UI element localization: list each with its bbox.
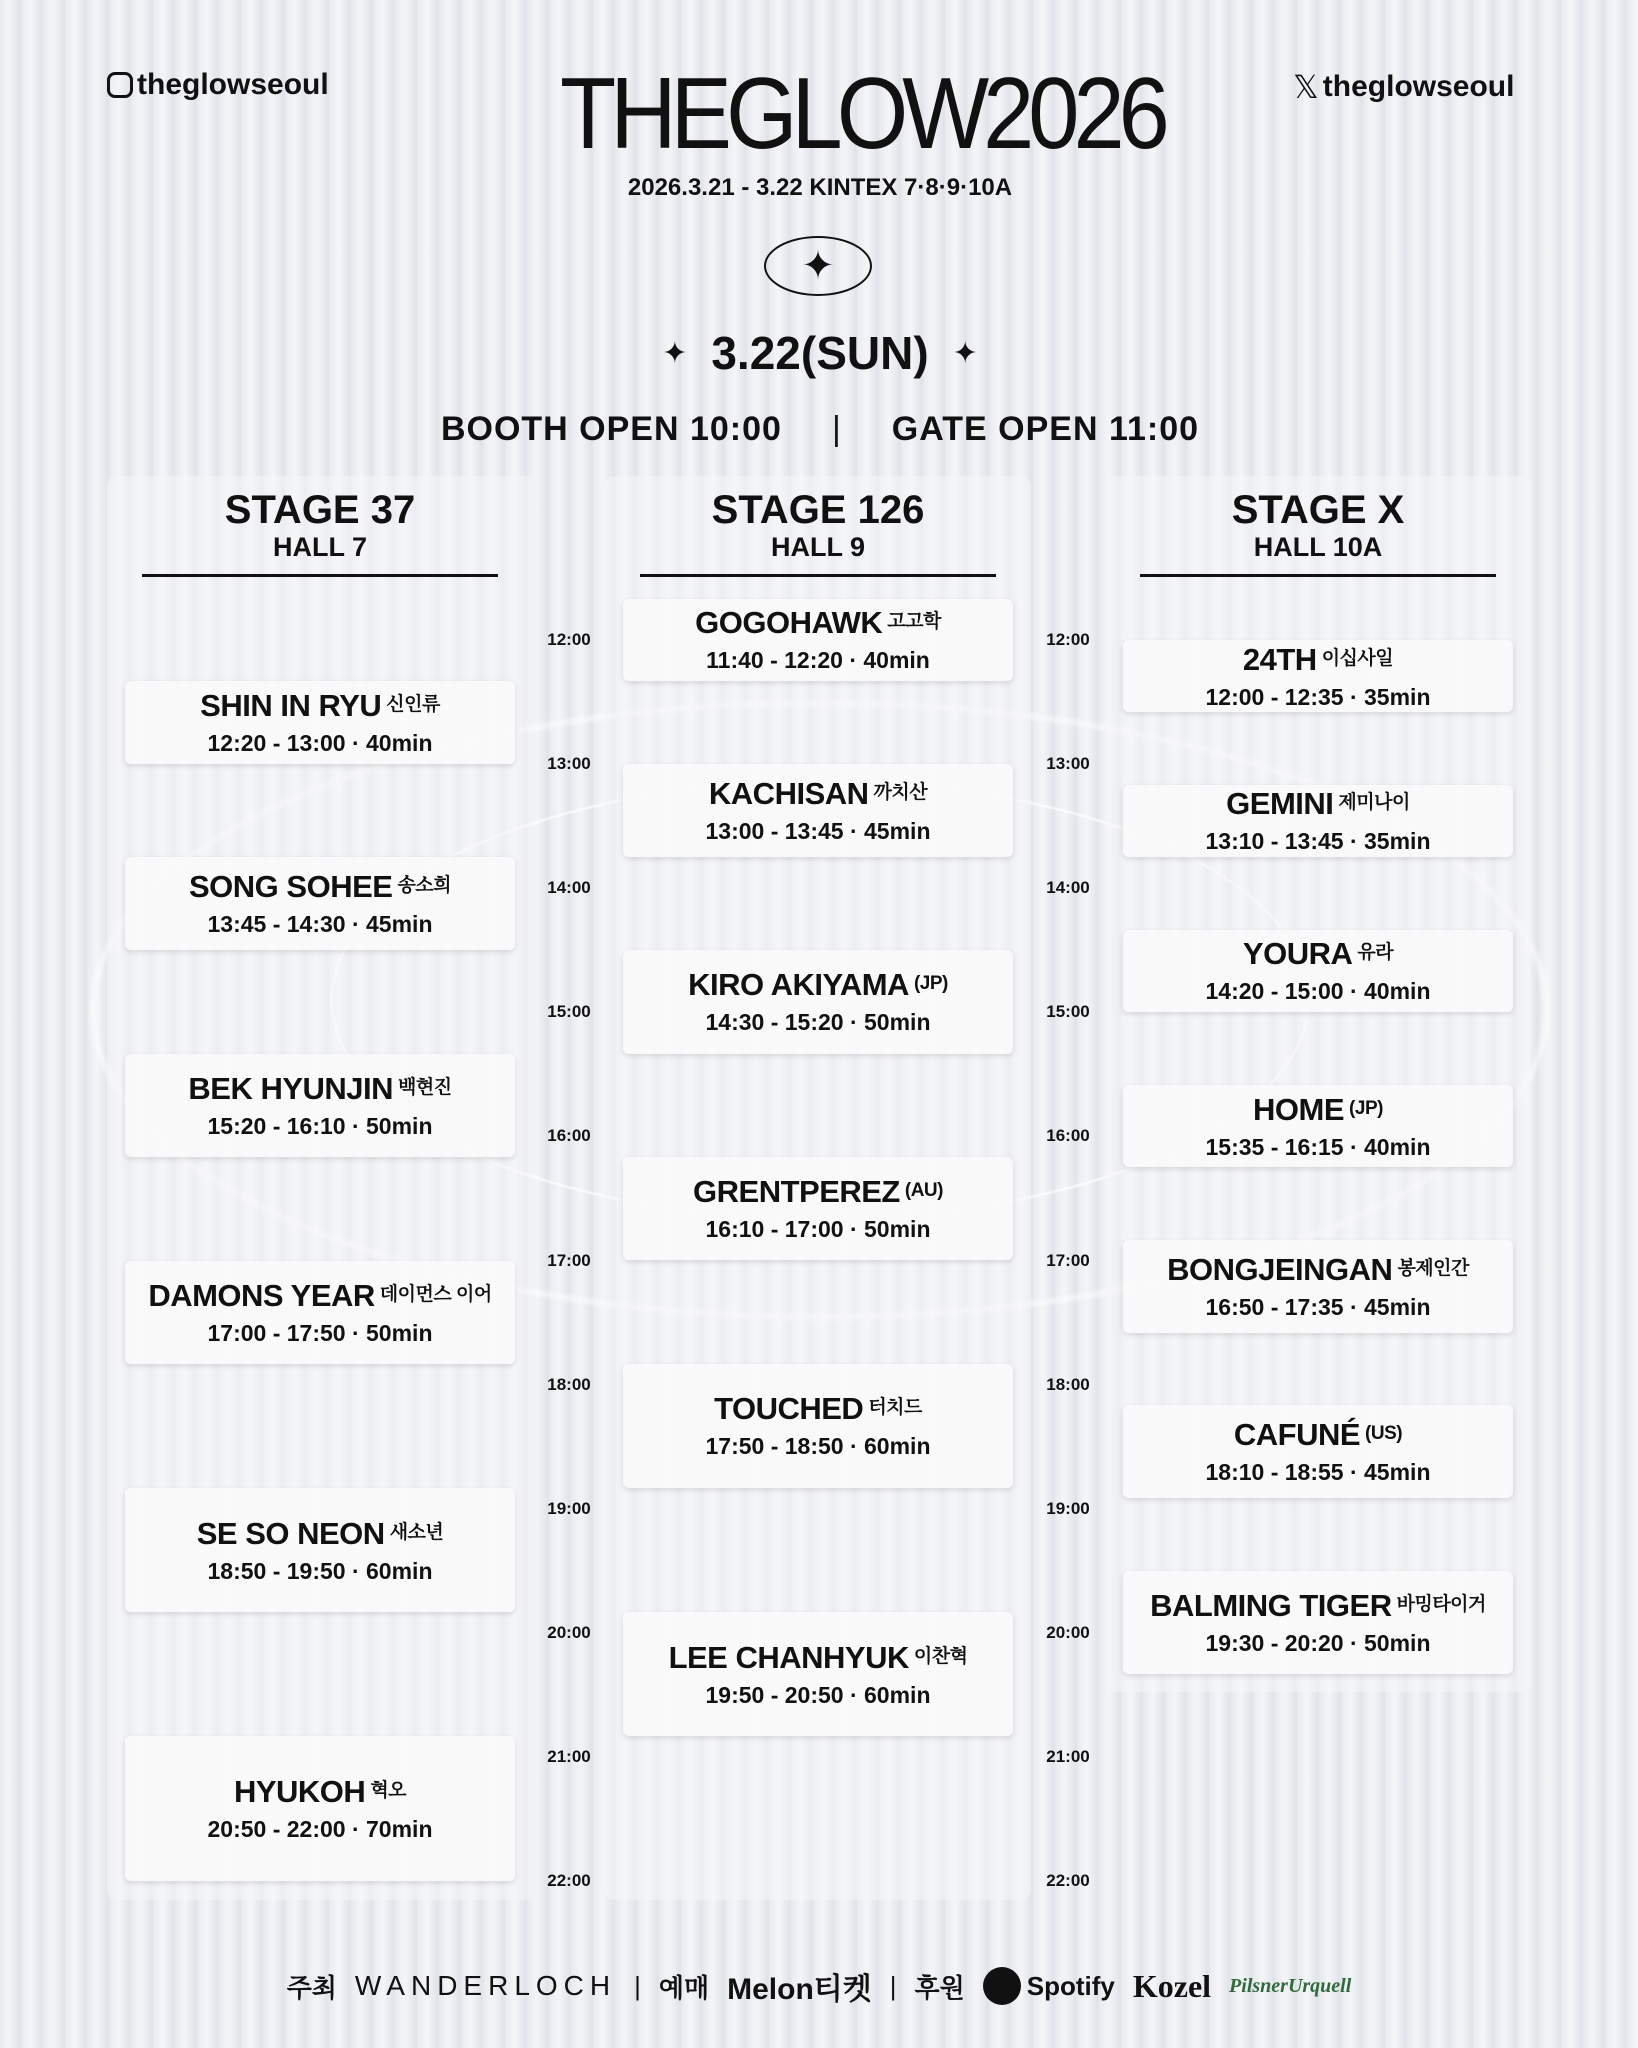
- act-time: 19:50 - 20:50 · 60min: [705, 1681, 931, 1708]
- act-time: 13:45 - 14:30 · 45min: [207, 911, 433, 938]
- act-time: 14:30 - 15:20 · 50min: [705, 1009, 931, 1036]
- time-tick: 19:00: [1046, 1498, 1090, 1518]
- act-name: SHIN IN RYU: [200, 688, 382, 724]
- act-name: SONG SOHEE: [189, 869, 393, 905]
- act-time: 13:00 - 13:45 · 45min: [705, 818, 931, 845]
- act-card[interactable]: [1123, 1085, 1513, 1168]
- act-time: 12:00 - 12:35 · 35min: [1205, 683, 1431, 710]
- act-name-row: [197, 1516, 444, 1552]
- act-name: SE SO NEON: [196, 1515, 385, 1551]
- act-name: HOME: [1253, 1091, 1345, 1127]
- act-name-local: 봉제인간: [1397, 1257, 1469, 1279]
- act-time: 17:50 - 18:50 · 60min: [705, 1433, 931, 1460]
- act-time: 11:40 - 12:20 · 40min: [706, 647, 930, 674]
- time-tick: 17:00: [547, 1250, 591, 1270]
- divider: |: [831, 410, 842, 448]
- host-logo: WANDERLOCH: [354, 1970, 617, 2001]
- x-text: theglowseoul: [1322, 70, 1515, 103]
- gate-open: GATE OPEN 11:00: [891, 410, 1200, 448]
- act-time: 15:35 - 16:15 · 40min: [1205, 1133, 1431, 1160]
- act-card[interactable]: [1123, 1240, 1513, 1333]
- time-tick: 22:00: [547, 1871, 591, 1890]
- time-tick: 12:00: [547, 630, 591, 649]
- act-name-row: [688, 967, 948, 1003]
- act-time: 15:20 - 16:10 · 50min: [207, 1112, 433, 1139]
- time-tick: 14:00: [1046, 878, 1090, 898]
- act-name-local: 혁오: [370, 1780, 407, 1802]
- festival-dates: 2026.3.21 - 3.22 KINTEX 7·8·9·10A: [627, 174, 1013, 201]
- act-name-row: [709, 776, 927, 812]
- act-name-row: [1150, 1588, 1486, 1624]
- time-tick: 21:00: [1046, 1746, 1090, 1766]
- act-card[interactable]: [125, 857, 515, 950]
- time-tick: 16:00: [547, 1126, 591, 1146]
- act-card[interactable]: [125, 1488, 515, 1612]
- act-name-local: 까치산: [873, 782, 928, 804]
- sparkle-icon: ✦: [952, 336, 978, 370]
- act-name-local: 고고학: [887, 611, 941, 633]
- act-card[interactable]: [125, 1261, 515, 1364]
- act-name-row: [1226, 786, 1410, 822]
- act-name: 24TH: [1242, 641, 1317, 677]
- act-name-local: 이찬혁: [913, 1645, 968, 1667]
- act-card[interactable]: [125, 681, 515, 764]
- act-name: DAMONS YEAR: [148, 1277, 375, 1313]
- stage-hall: HALL 10A: [1253, 532, 1383, 562]
- act-time: 17:00 - 17:50 · 50min: [207, 1319, 433, 1346]
- act-name-row: [1234, 1417, 1402, 1453]
- act-name-row: [1253, 1092, 1383, 1128]
- act-name-row: [1243, 936, 1393, 972]
- act-name-local: (JP): [913, 973, 948, 995]
- open-times: [300, 410, 1340, 449]
- x-handle[interactable]: [1293, 68, 1514, 106]
- act-name-row: [714, 1391, 922, 1427]
- time-tick: 18:00: [547, 1374, 591, 1394]
- act-name-local: 제미나이: [1338, 792, 1410, 814]
- star-emblem-icon: ✦: [764, 236, 872, 296]
- stage-hall: HALL 7: [272, 532, 367, 562]
- time-tick: 13:00: [1046, 754, 1090, 774]
- time-tick: 17:00: [1046, 1250, 1090, 1270]
- ticket-label: 예매: [658, 1972, 710, 2003]
- act-name-row: [1243, 642, 1393, 678]
- act-card[interactable]: [1123, 930, 1513, 1013]
- act-name-local: 유라: [1357, 942, 1394, 964]
- act-time: 14:20 - 15:00 · 40min: [1205, 978, 1431, 1005]
- act-name-row: [188, 1071, 451, 1107]
- kozel-logo: Kozel: [1132, 1967, 1212, 2004]
- act-name: HYUKOH: [233, 1774, 366, 1810]
- act-name-row: [669, 1640, 968, 1676]
- booth-open: BOOTH OPEN 10:00: [440, 410, 782, 448]
- stage-name: STAGE X: [1231, 488, 1405, 532]
- festival-logo: THEGLOW2026: [560, 57, 1164, 171]
- act-name-local: (US): [1365, 1423, 1403, 1445]
- act-card[interactable]: [623, 1157, 1013, 1260]
- divider: [1140, 574, 1496, 577]
- act-name-local: 새소년: [389, 1521, 444, 1543]
- act-name: YOURA: [1242, 936, 1353, 972]
- act-time: 18:10 - 18:55 · 45min: [1205, 1459, 1431, 1486]
- divider: [142, 574, 498, 577]
- act-card[interactable]: [1123, 1405, 1513, 1498]
- instagram-icon: [107, 72, 133, 98]
- act-card[interactable]: [1123, 640, 1513, 712]
- act-name-row: [695, 605, 941, 641]
- act-time: 19:30 - 20:20 · 50min: [1205, 1629, 1431, 1656]
- act-card[interactable]: [125, 1736, 515, 1881]
- time-tick: 21:00: [547, 1746, 591, 1766]
- act-name-local: 터치드: [868, 1397, 922, 1419]
- act-name-local: 신인류: [386, 694, 440, 716]
- x-icon: 𝕏: [1293, 69, 1319, 105]
- time-tick: 18:00: [1046, 1374, 1090, 1394]
- spotify-icon: [983, 1967, 1021, 2005]
- act-card[interactable]: [125, 1054, 515, 1157]
- act-card[interactable]: [623, 950, 1013, 1053]
- act-card[interactable]: [623, 599, 1013, 682]
- divider: |: [634, 1970, 641, 2001]
- stage-hall: HALL 9: [770, 532, 865, 562]
- act-time: 18:50 - 19:50 · 60min: [207, 1557, 433, 1584]
- time-tick: 16:00: [1046, 1126, 1090, 1146]
- act-name: GRENTPEREZ: [693, 1174, 900, 1210]
- spotify-logo: [983, 1967, 1115, 2005]
- time-tick: 15:00: [547, 1002, 591, 1022]
- day-label: 3.22(SUN): [711, 327, 929, 379]
- act-name: GOGOHAWK: [695, 605, 883, 641]
- act-card[interactable]: [1123, 785, 1513, 857]
- act-name: KACHISAN: [708, 776, 869, 812]
- stage-name: STAGE 37: [224, 488, 416, 532]
- time-tick: 22:00: [1046, 1871, 1090, 1890]
- act-name-row: [1167, 1252, 1469, 1288]
- time-tick: 14:00: [547, 878, 591, 898]
- act-name-local: (JP): [1349, 1097, 1383, 1119]
- act-time: 16:10 - 17:00 · 50min: [705, 1216, 931, 1243]
- act-card[interactable]: [623, 764, 1013, 857]
- act-time: 16:50 - 17:35 · 45min: [1205, 1293, 1431, 1320]
- instagram-text: theglowseoul: [137, 68, 329, 101]
- stage-name: STAGE 126: [711, 488, 925, 532]
- act-time: 20:50 - 22:00 · 70min: [207, 1816, 433, 1843]
- host-label: 주최: [286, 1972, 337, 2003]
- melon-ticket-logo: Melon티켓: [727, 1973, 872, 2006]
- time-tick: 20:00: [1046, 1622, 1090, 1642]
- act-name-row: [148, 1278, 491, 1314]
- footer-credits: [0, 1964, 1638, 2008]
- act-name-row: [234, 1774, 406, 1810]
- act-name-local: (AU): [904, 1180, 943, 1202]
- time-tick: 13:00: [547, 754, 591, 774]
- day-heading: [500, 326, 1140, 380]
- act-name: BEK HYUNJIN: [188, 1070, 394, 1106]
- act-name-local: 이십사일: [1321, 647, 1394, 669]
- act-time: 13:10 - 13:45 · 35min: [1205, 828, 1431, 855]
- act-name: BALMING TIGER: [1150, 1587, 1392, 1623]
- act-name-local: 백현진: [398, 1076, 452, 1098]
- act-name: KIRO AKIYAMA: [688, 967, 909, 1003]
- pilsner-urquell-logo: PilsnerUrquell: [1229, 1974, 1352, 1997]
- time-tick: 15:00: [1046, 1002, 1090, 1022]
- act-name-row: [693, 1174, 943, 1210]
- act-card[interactable]: [623, 1364, 1013, 1488]
- act-card[interactable]: [1123, 1571, 1513, 1674]
- act-name: BONGJEINGAN: [1167, 1251, 1393, 1287]
- act-name-local: 송소희: [397, 875, 451, 897]
- instagram-handle[interactable]: [107, 68, 329, 102]
- divider: |: [889, 1970, 897, 2001]
- act-name: CAFUNÉ: [1233, 1417, 1361, 1453]
- act-time: 12:20 - 13:00 · 40min: [207, 730, 433, 757]
- act-name: LEE CHANHYUK: [668, 1639, 909, 1675]
- act-name-local: 데이먼스 이어: [379, 1283, 492, 1305]
- sponsor-label: 후원: [914, 1972, 965, 2003]
- act-name: TOUCHED: [714, 1391, 864, 1427]
- sparkle-icon: ✦: [662, 336, 688, 370]
- act-name: GEMINI: [1226, 786, 1334, 822]
- time-tick: 19:00: [547, 1498, 591, 1518]
- act-name-row: [189, 869, 451, 905]
- divider: [640, 574, 996, 577]
- spotify-text: Spotify: [1026, 1970, 1115, 2001]
- act-name-row: [200, 688, 440, 724]
- act-name-local: 바밍타이거: [1396, 1593, 1486, 1615]
- time-tick: 20:00: [547, 1622, 591, 1642]
- time-tick: 12:00: [1046, 630, 1090, 649]
- act-card[interactable]: [623, 1612, 1013, 1736]
